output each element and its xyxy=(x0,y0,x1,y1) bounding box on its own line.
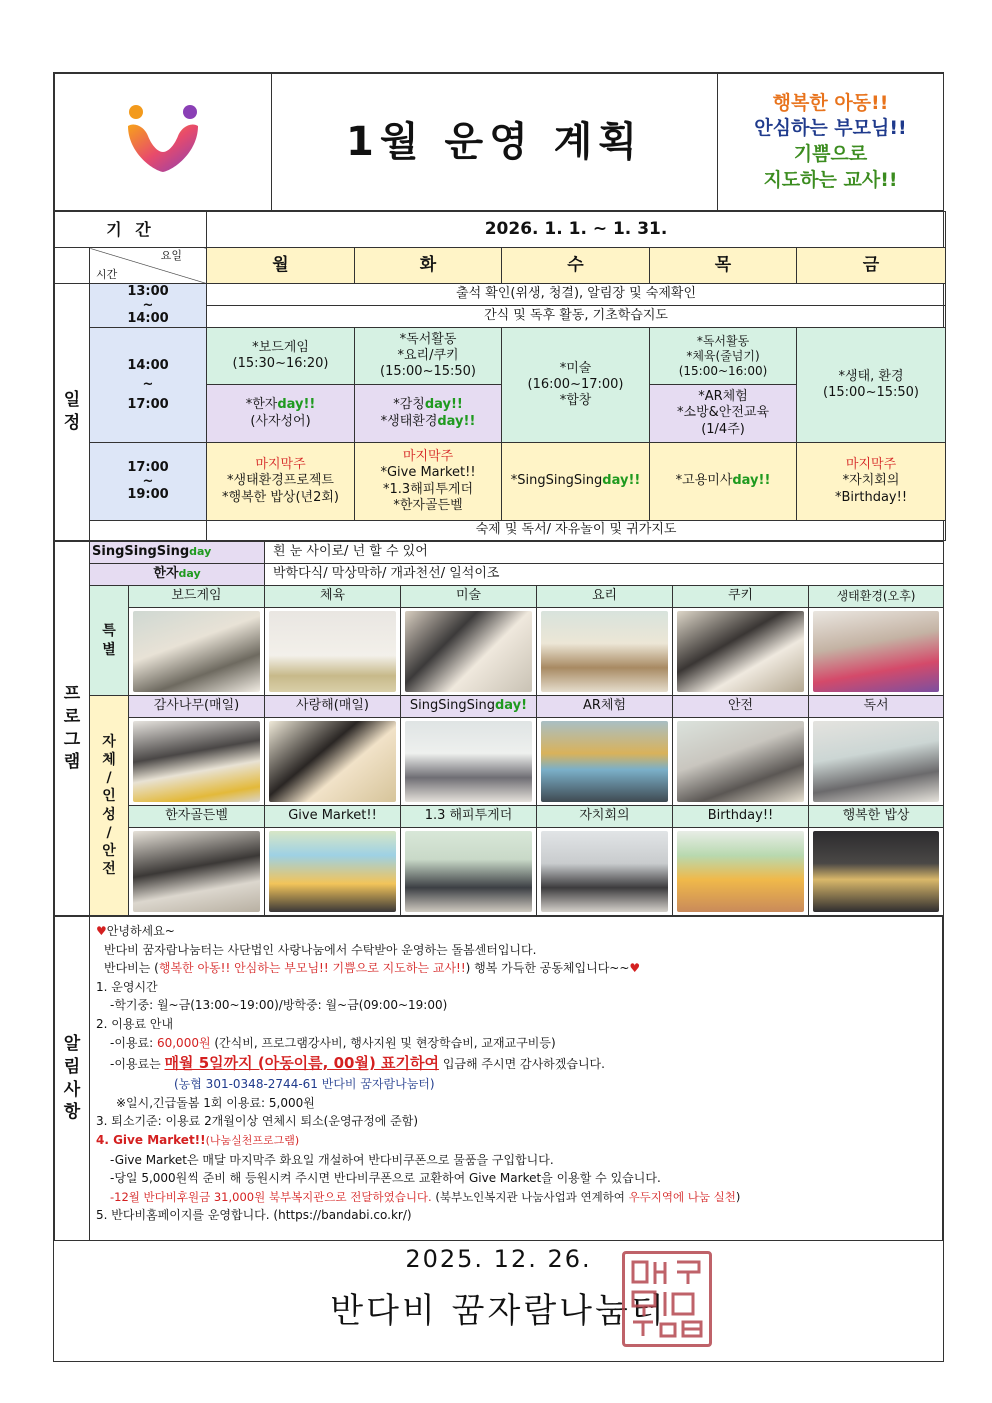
photo-cookie xyxy=(673,608,809,696)
self-safety: 안전 xyxy=(673,696,809,718)
photo-pe xyxy=(265,608,401,696)
self-happy-together: 1.3 해피투게더 xyxy=(401,806,537,828)
program-side-label: 프 로 그 램 xyxy=(55,542,90,916)
photo-eco xyxy=(809,608,944,696)
blank-time xyxy=(90,521,207,541)
seal-icon xyxy=(625,1254,709,1344)
photo-give-market xyxy=(265,828,401,916)
notice-market-a: -Give Market은 매달 마지막주 화요일 개설하여 반다비쿠폰으로 물품을 구입합니다. xyxy=(110,1152,554,1167)
hanja-day-words: 박학다식/ 막상막하/ 개과천선/ 일석이조 xyxy=(265,564,944,586)
notice-item-3: 3. 퇴소기준: 이용료 2개월이상 연체시 퇴소(운영규정에 준함) xyxy=(96,1114,418,1129)
tue-afternoon: *독서활동 *요리/쿠키 (15:00~15:50) xyxy=(355,328,502,385)
schedule-row-snack: 간식 및 독후 활동, 기초학습지도 xyxy=(207,306,946,328)
photo-birthday xyxy=(673,828,809,916)
notice-item-4: 4. Give Market!!(나눔실천프로그램) xyxy=(96,1132,300,1147)
notice-market-b: -당일 5,000원씩 준비 해 등원시켜 주시면 반다비쿠폰으로 교환하여 Give Market을 이용할 수 있습니다. xyxy=(110,1171,661,1186)
slogan-line-1: 행복한 아동!! xyxy=(772,91,889,114)
notice-table xyxy=(54,916,943,1241)
thu-evening: *고용미사day!! xyxy=(650,443,797,521)
self-happy-table: 행복한 밥상 xyxy=(809,806,944,828)
self-program-label: 자 체 / 인 성 / 안 전 xyxy=(90,696,129,916)
slogan-line-2: 안심하는 부모님!! xyxy=(754,117,907,140)
sing-day-songs: 흰 눈 사이로/ 넌 할 수 있어 xyxy=(265,542,944,564)
photo-ar xyxy=(537,718,673,806)
notice-hours: -학기중: 월~금(13:00~19:00)/방학중: 월~금(09:00~19:00) xyxy=(110,998,448,1013)
self-thanks-tree: 감사나무(매일) xyxy=(129,696,265,718)
notice-motto: 반다비는 (행복한 아동!! 안심하는 부모님!! 기쁨으로 지도하는 교사!!) 행복 가득한 공동체입니다~~♥ xyxy=(104,961,641,976)
photo-happy-together xyxy=(401,828,537,916)
page-title: 1월 운영 계획 xyxy=(272,74,718,211)
photo-board-game xyxy=(129,608,265,696)
schedule-table xyxy=(54,211,946,541)
day-label: 요일 xyxy=(160,249,183,262)
photo-cooking xyxy=(537,608,673,696)
day-wed: 수 xyxy=(502,248,650,284)
notice-fee: -이용료: 60,000원 (간식비, 프로그램강사비, 행사지원 및 현장학습비, 교재교구비등) xyxy=(110,1035,556,1050)
mon-evening: 마지막주 *생태환경프로젝트 *행복한 밥상(년2회) xyxy=(207,443,355,521)
schedule-side-label: 일 정 xyxy=(55,284,90,541)
notice-greeting: ♥안녕하세요~ xyxy=(96,924,175,938)
slogan-line-4: 지도하는 교사!! xyxy=(763,168,898,191)
program-table xyxy=(54,541,944,916)
time-13-14: 13:00 ~ 14:00 xyxy=(90,284,207,328)
day-fri: 금 xyxy=(797,248,946,284)
notice-item-2: 2. 이용료 안내 xyxy=(96,1016,174,1031)
fri-evening: 마지막주 *자치회의 *Birthday!! xyxy=(797,443,946,521)
notice-body xyxy=(90,917,943,1241)
wed-evening: *SingSingSingday!! xyxy=(502,443,650,521)
heart-logo-icon xyxy=(122,102,204,176)
notice-payment: -이용료는 매월 5일까지 (아동이름, 00월) 표기하여 입금해 주시면 감사하겠습니다. xyxy=(110,1054,605,1073)
period-label: 기 간 xyxy=(55,212,207,248)
notice-side-label: 알 림 사 항 xyxy=(55,917,90,1241)
schedule-row-homework: 숙제 및 독서/ 자유놀이 및 귀가지도 xyxy=(207,521,946,541)
self-birthday: Birthday!! xyxy=(673,806,809,828)
photo-thanks-tree xyxy=(129,718,265,806)
special-cooking: 요리 xyxy=(537,586,673,608)
mon-afternoon: *보드게임 (15:30~16:20) xyxy=(207,328,355,385)
time-14-17: 14:00 ~ 17:00 xyxy=(90,328,207,443)
schedule-row-attendance: 출석 확인(위생, 청결), 알림장 및 숙제확인 xyxy=(207,284,946,306)
blank-corner xyxy=(55,248,90,284)
day-tue: 화 xyxy=(355,248,502,284)
special-cookie: 쿠키 xyxy=(673,586,809,608)
self-sing: SingSingSingday! xyxy=(401,696,537,718)
notice-item-5: 5. 반다비홈페이지를 운영합니다. (https://bandabi.co.kr/) xyxy=(96,1208,412,1223)
header-table xyxy=(54,73,944,211)
slogan xyxy=(718,74,944,211)
time-17-19: 17:00 ~ 19:00 xyxy=(90,443,207,521)
photo-hanja-goldenbell xyxy=(129,828,265,916)
wed-afternoon: *미술 (16:00~17:00) *합창 xyxy=(502,328,650,443)
mon-hanja-day: *한자day!! (사자성어) xyxy=(207,385,355,443)
day-thu: 목 xyxy=(650,248,797,284)
self-hanja-goldenbell: 한자골든벨 xyxy=(129,806,265,828)
slogan-line-3: 기쁨으로 xyxy=(793,143,868,165)
fri-afternoon: *생태, 환경 (15:00~15:50) xyxy=(797,328,946,443)
photo-council xyxy=(537,828,673,916)
self-reading: 독서 xyxy=(809,696,944,718)
special-pe: 체육 xyxy=(265,586,401,608)
logo xyxy=(55,74,272,211)
special-board-game: 보드게임 xyxy=(129,586,265,608)
tue-special-day: *감칭day!! *생태환경day!! xyxy=(355,385,502,443)
self-council: 자치회의 xyxy=(537,806,673,828)
self-give-market: Give Market!! xyxy=(265,806,401,828)
notice-market-c: -12월 반다비후원금 31,000원 북부복지관으로 전달하였습니다. (북부노인복지관 나눔사업과 연계하여 우두지역에 나눔 실천) xyxy=(110,1189,741,1204)
tue-evening: 마지막주 *Give Market!! *1.3해피투게더 *한자골든벨 xyxy=(355,443,502,521)
hanja-day-label: 한자day xyxy=(90,564,265,586)
footer xyxy=(54,1241,943,1361)
notice-intro: 반다비 꿈자람나눔터는 사단법인 사랑나눔에서 수탁받아 운영하는 돌봄센터입니다. xyxy=(104,942,537,957)
photo-safety xyxy=(673,718,809,806)
notice-temp-fee: ※일시,긴급돌봄 1회 이용료: 5,000원 xyxy=(116,1095,315,1110)
photo-art xyxy=(401,608,537,696)
plan-sheet xyxy=(53,72,944,1362)
self-ar: AR체험 xyxy=(537,696,673,718)
day-time-header xyxy=(90,248,207,284)
footer-org: 반다비 꿈자람나눔터 xyxy=(330,1291,667,1331)
time-label: 시간 xyxy=(96,268,118,282)
thu-afternoon: *독서활동 *체육(줄넘기) (15:00~16:00) xyxy=(650,328,797,385)
official-seal xyxy=(622,1251,712,1347)
special-art: 미술 xyxy=(401,586,537,608)
footer-date: 2025. 12. 26. xyxy=(405,1245,592,1273)
day-mon: 월 xyxy=(207,248,355,284)
thu-ar-safety: *AR체험 *소방&안전교육 (1/4주) xyxy=(650,385,797,443)
sing-day-label: SingSingSingday xyxy=(90,542,265,564)
photo-reading xyxy=(809,718,944,806)
photo-sing xyxy=(401,718,537,806)
notice-account: (농협 301-0348-2744-61 반다비 꿈자람나눔터) xyxy=(174,1077,435,1092)
photo-happy-table xyxy=(809,828,944,916)
self-love: 사랑해(매일) xyxy=(265,696,401,718)
special-eco: 생태환경(오후) xyxy=(809,586,944,608)
photo-love xyxy=(265,718,401,806)
heart-icon: ♥ xyxy=(96,924,107,938)
period-value: 2026. 1. 1. ~ 1. 31. xyxy=(207,212,946,248)
notice-item-1: 1. 운영시간 xyxy=(96,979,158,994)
heart-icon: ♥ xyxy=(629,961,641,976)
special-label: 특 별 xyxy=(90,586,129,696)
